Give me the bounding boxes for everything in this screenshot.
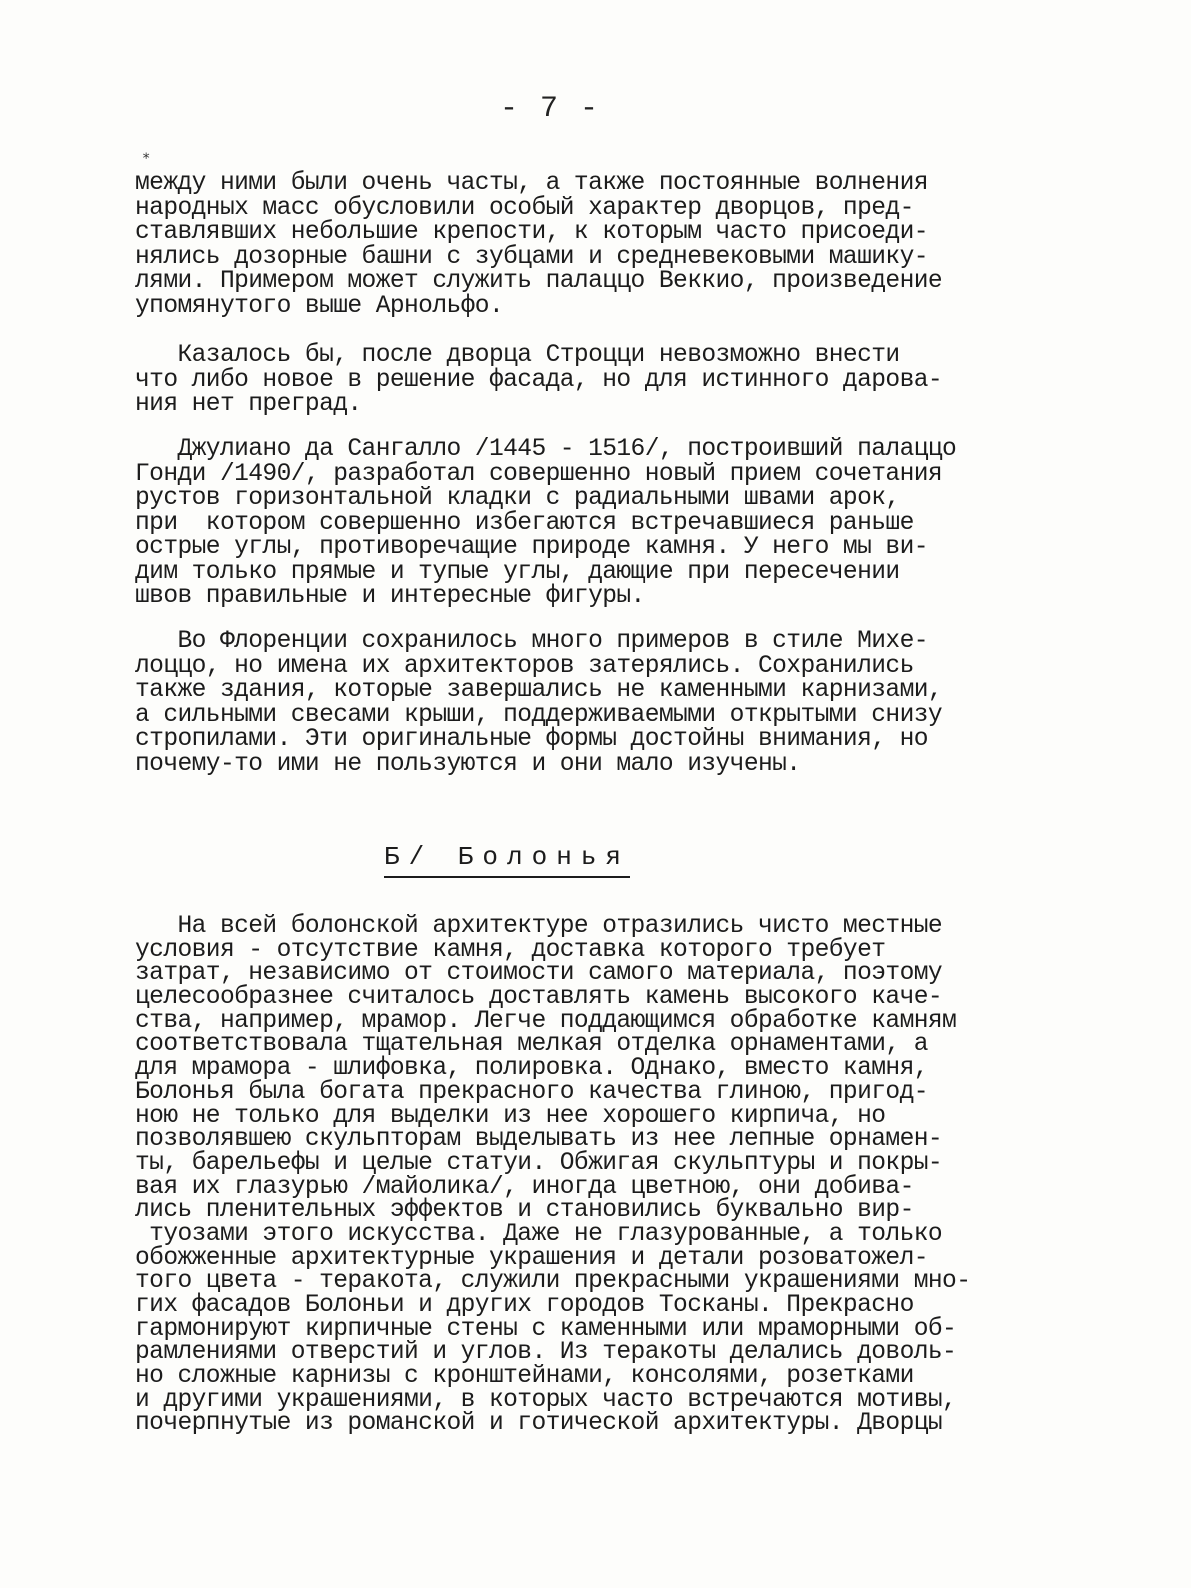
paragraph-3 [135,438,1035,610]
text-line: лоццо, но имена их архитекторов затерялись. Сохранились [135,652,914,680]
text-line: Казалось бы, после дворца Строцци невозможно внести [135,342,900,369]
text-line: острые углы, противоречащие природе камня. У него мы ви- [135,534,928,561]
text-line: На всей болонской архитектуре отразились чисто местные [135,913,943,940]
page-number: - 7 - [499,92,600,126]
text-line: Джулиано да Сангалло /1445 - 1516/, построивший палаццо [135,436,957,463]
text-line: при котором совершенно избегаются встречавшиеся раньше [135,509,914,537]
text-line: дим только прямые и тупые углы, дающие при пересечении [135,558,900,586]
text-line: также здания, которые завершались не каменными карнизами, [135,677,943,704]
text-line: рустов горизонтальной кладки с радиальными швами арок, [135,485,900,512]
section-heading: Б/ Болонья [384,842,630,878]
margin-mark: ∗ [142,149,151,165]
text-line: для мрамора - шлифовка, полировка. Однако, вместо камня, [135,1055,928,1083]
text-line: рамлениями отверстий и углов. Из теракоты делались доволь- [135,1339,957,1367]
text-line: гих фасадов Болоньи и других городов Тосканы. Прекрасно [135,1292,914,1319]
text-line: Болонья была богата прекрасного качества глиною, пригод- [135,1078,928,1106]
text-line: вая их глазурью /майолика/, иногда цветною, они добива- [135,1173,914,1201]
text-line: упомянутого выше Арнольфо. [135,292,504,320]
paragraph-5 [135,915,1035,1436]
paragraph-2 [135,344,1035,418]
text-line: что либо новое в решение фасада, но для истинного дарова- [135,366,943,394]
text-line: гармонируют кирпичные стены с каменными или мраморными об- [135,1315,957,1343]
text-line: стропилами. Эти оригинальные формы достойны внимания, но [135,726,928,753]
text-line: целесообразнее считалось доставлять камень высокого каче- [135,984,943,1012]
text-line: ставлявших небольшие крепости, к которым часто присоеди- [135,219,928,246]
text-line: между ними были очень часты, а также постоянные волнения [135,170,928,197]
text-line: народных масс обусловили особый характер дворцов, пред- [135,194,914,222]
text-line: ною не только для выделки из нее хорошего кирпича, но [135,1102,886,1130]
paragraph-4 [135,630,1035,777]
text-line: того цвета - теракота, служили прекрасными украшениями мно- [135,1268,971,1296]
text-line: а сильными свесами крыши, поддерживаемыми открытыми снизу [135,701,943,729]
paragraph-1 [135,172,1035,319]
text-line: ства, например, мрамор. Легче поддающимся обработке камням [135,1007,957,1035]
text-line: туозами этого искусства. Даже не глазурованные, а только [135,1220,943,1248]
text-line: ты, барельефы и целые статуи. Обжигая скульптуры и покры- [135,1149,943,1177]
text-line: швов правильные и интересные фигуры. [135,583,645,610]
text-line: но сложные карнизы с кронштейнами, консолями, розетками [135,1363,914,1391]
text-line: и другими украшениями, в которых часто встречаются мотивы, [135,1386,957,1414]
text-line: ния нет преград. [135,391,362,418]
text-line: почему-то ими не пользуются и они мало изучены. [135,750,801,778]
text-line: нялись дозорные башни с зубцами и средневековыми машику- [135,243,928,271]
text-line: условия - отсутствие камня, доставка которого требует [135,936,886,964]
text-line: соответствовала тщательная мелкая отделка орнаментами, а [135,1031,928,1059]
text-line: затрат, независимо от стоимости самого материала, поэтому [135,960,943,988]
text-line: Во Флоренции сохранилось много примеров в стиле Михе- [135,628,928,655]
text-line: позволявшею скульпторам выделывать из нее лепные орнамен- [135,1126,943,1154]
text-line: Гонди /1490/, разработал совершенно новый прием сочетания [135,460,943,488]
text-line: почерпнутые из романской и готической архитектуры. Дворцы [135,1410,943,1438]
text-line: лями. Примером может служить палаццо Веккио, произведение [135,268,943,295]
text-line: обожженные архитектурные украшения и детали розоватожел- [135,1244,928,1272]
text-line: лись пленительных эффектов и становились буквально вир- [135,1197,914,1225]
